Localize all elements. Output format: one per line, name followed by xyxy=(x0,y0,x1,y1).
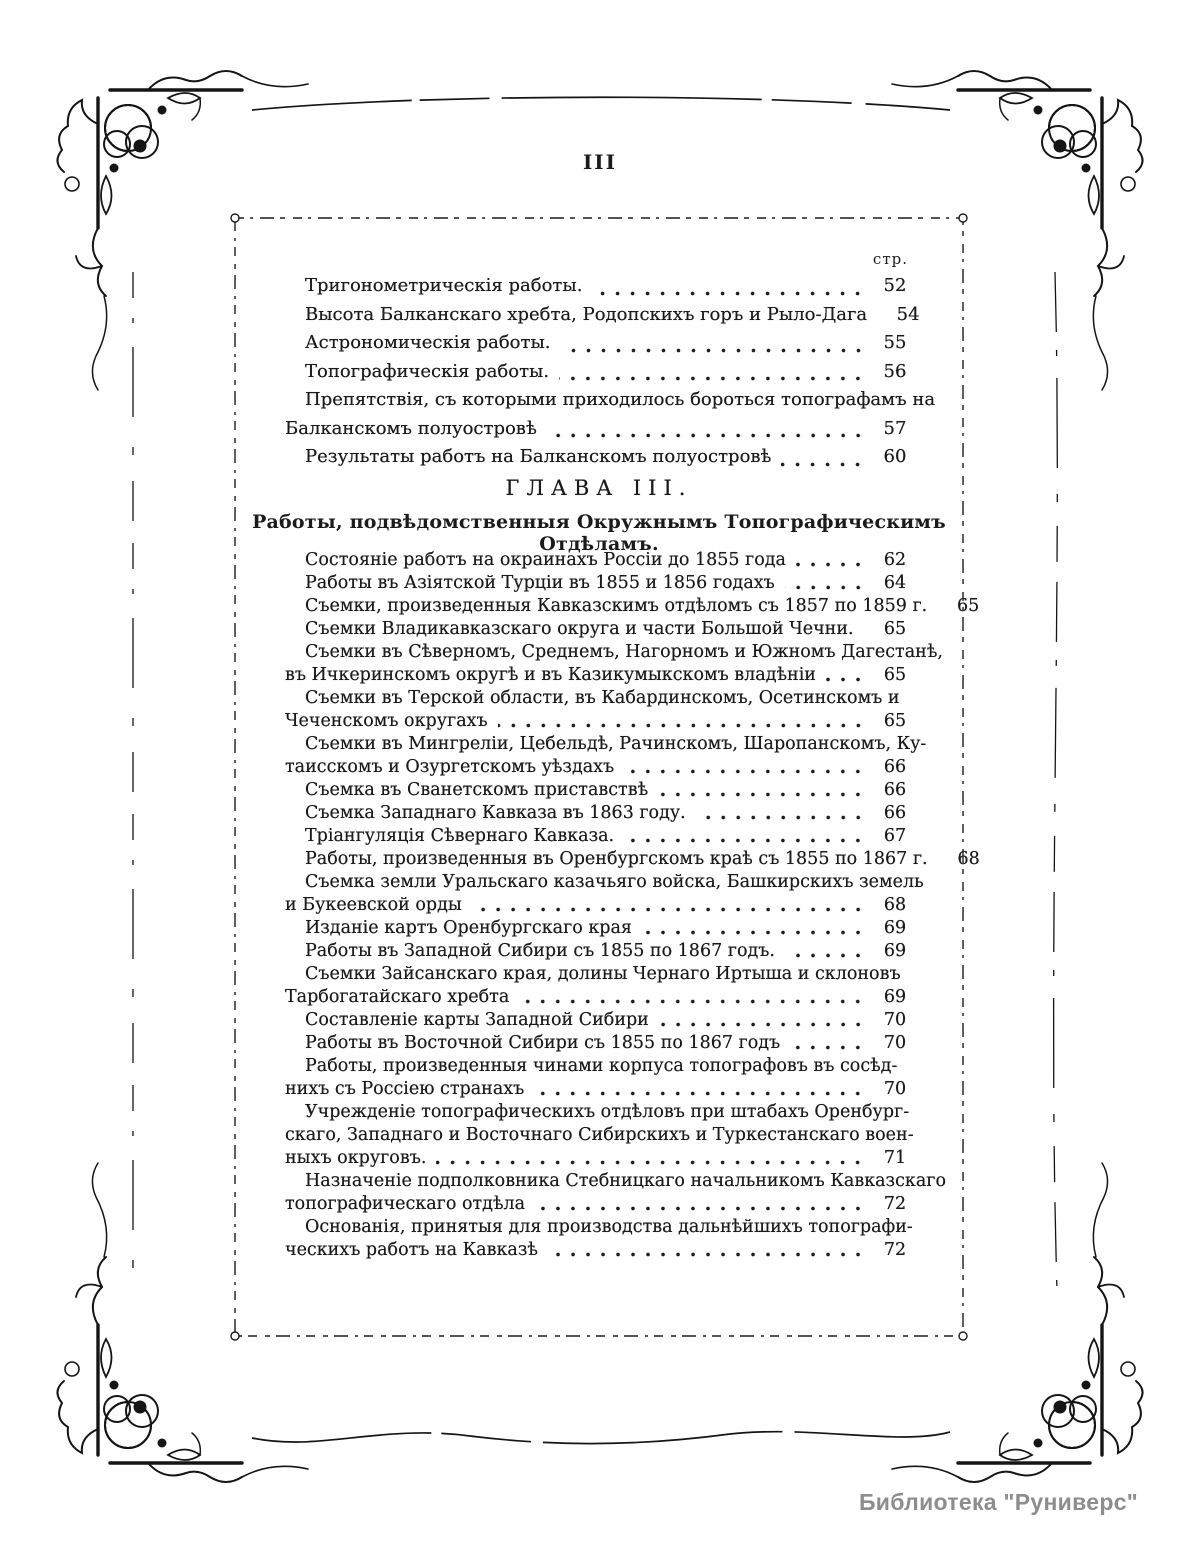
toc-entry-text: Съемка Западнаго Кавказа въ 1863 году. xyxy=(305,803,686,823)
toc-entry-text: Назначеніе подполковника Стебницкаго начальникомъ Кавказскаго xyxy=(305,1171,946,1191)
dot-leader xyxy=(877,318,883,325)
toc-entry-line xyxy=(285,301,920,330)
toc-entry-text: въ Ичкеринскомъ округѣ и въ Казикумыкскомъ владѣніи xyxy=(285,665,816,685)
toc-page-number: 70 xyxy=(883,1033,907,1053)
dot-leader xyxy=(592,290,870,297)
dot-leader xyxy=(642,929,870,936)
toc-page-number: 65 xyxy=(883,711,907,731)
dot-leader xyxy=(519,998,870,1005)
toc-entry xyxy=(285,595,980,618)
toc-entry-line xyxy=(285,940,916,963)
toc-entry-line xyxy=(285,386,936,415)
toc-entry-text: ческихъ работъ на Кавказѣ xyxy=(285,1240,538,1260)
toc-entry-line xyxy=(285,1101,916,1124)
toc-entry xyxy=(285,848,980,871)
toc-entry-text: Съемки въ Сѣверномъ, Среднемъ, Нагорномъ и Южномъ Дагестанѣ, xyxy=(305,642,943,662)
toc-entry-text: Результаты работъ на Балканскомъ полуостровѣ xyxy=(305,446,772,467)
toc-entry xyxy=(285,301,920,330)
dot-leader xyxy=(534,1090,870,1097)
toc-entry-line xyxy=(285,1170,946,1193)
dot-leader xyxy=(547,432,870,439)
dot-leader xyxy=(624,768,870,775)
toc-page-number: 69 xyxy=(883,941,907,961)
toc-page-number: 69 xyxy=(883,918,907,938)
toc-entry xyxy=(285,572,916,595)
toc-entry-text: Съемка въ Сванетскомъ приставствѣ xyxy=(305,780,649,800)
toc-entry-text: ныхъ округовъ. xyxy=(285,1148,427,1168)
toc-entry-line xyxy=(285,1124,916,1147)
toc-page-number: 60 xyxy=(883,446,907,467)
toc-page-number: 68 xyxy=(957,849,980,869)
toc-entry-line xyxy=(285,1009,916,1032)
toc-entry-line xyxy=(285,329,916,358)
toc-entry-text: Съемки Владикавказскаго округа и части Большой Чечни. xyxy=(305,619,854,639)
toc-entry-line xyxy=(285,664,916,687)
toc-entry-text: Балканскомъ полуостровѣ xyxy=(285,417,537,439)
dot-leader xyxy=(548,1251,870,1258)
toc-entry-line xyxy=(285,825,916,848)
toc-page-number: 65 xyxy=(957,596,980,616)
toc-entry-text: Топографическія работы. xyxy=(305,360,550,382)
toc-entry-text: Съемки въ Терской области, въ Кабардинскомъ, Осетинскомъ и xyxy=(305,688,900,708)
toc-entry xyxy=(285,1170,946,1216)
toc-entry xyxy=(285,1032,916,1055)
toc-page-number: 70 xyxy=(883,1010,907,1030)
dot-leader xyxy=(561,347,870,354)
toc-entry xyxy=(285,779,916,802)
toc-entry xyxy=(285,386,936,443)
chapter-subheading: Работы, подвѣдомственныя Окружнымъ Топографическимъ Отдѣламъ. xyxy=(252,511,946,555)
toc-entry xyxy=(285,272,916,301)
toc-entry xyxy=(285,687,916,733)
toc-page-number: 71 xyxy=(883,1148,907,1168)
dot-leader xyxy=(938,860,944,867)
dot-leader xyxy=(864,630,870,637)
dot-leader xyxy=(937,607,943,614)
toc-entry xyxy=(285,963,916,1009)
toc-page-number: 57 xyxy=(883,417,907,439)
toc-entry xyxy=(285,1101,916,1170)
toc-entry-text: Работы въ Западной Сибири съ 1855 по 1867 годъ. xyxy=(305,941,775,961)
toc-entry-text: Состояніе работъ на окраинахъ Россіи до 1855 года xyxy=(305,550,786,570)
toc-entry-text: нихъ съ Россіею странахъ xyxy=(285,1079,525,1099)
table-of-contents-frame xyxy=(235,218,980,1336)
toc-entry-line xyxy=(285,595,980,618)
toc-entry xyxy=(285,641,943,687)
toc-page-number: 66 xyxy=(883,780,907,800)
toc-entry xyxy=(285,549,916,572)
dot-leader xyxy=(436,1159,870,1166)
toc-entry xyxy=(285,329,916,358)
toc-entry-text: Работы, произведенныя въ Оренбургскомъ краѣ съ 1855 по 1867 г. xyxy=(305,849,928,869)
toc-page-number: 68 xyxy=(883,895,907,915)
dot-leader xyxy=(796,561,870,568)
toc-entry-text: Астрономическія работы. xyxy=(305,332,551,353)
toc-entry-line xyxy=(285,1147,916,1170)
toc-page-number: 65 xyxy=(883,665,907,685)
toc-entry-line xyxy=(285,443,916,472)
toc-entry xyxy=(285,733,927,779)
toc-entry xyxy=(285,825,916,848)
dot-leader xyxy=(559,375,870,382)
toc-entry xyxy=(285,1009,916,1032)
toc-entry-line xyxy=(285,641,943,664)
toc-entry-line xyxy=(285,917,916,940)
toc-entry-line xyxy=(285,572,916,595)
toc-entry-line xyxy=(285,272,916,301)
toc-entry-text: Съемка земли Уральскаго казачьяго войска, Башкирскихъ земель xyxy=(305,872,924,892)
toc-page-number: 64 xyxy=(883,573,907,593)
toc-entry-text: Съемки въ Мингреліи, Цебельдѣ, Рачинскомъ, Шаропанскомъ, Ку- xyxy=(305,734,927,754)
toc-page-number: 55 xyxy=(883,332,907,353)
toc-entry-text: Чеченскомъ округахъ xyxy=(285,711,488,731)
toc-page-number: 65 xyxy=(883,619,907,639)
toc-entry-line xyxy=(285,415,916,444)
dot-leader xyxy=(781,461,870,468)
toc-page-number: 72 xyxy=(883,1240,907,1260)
toc-entry-text: таисскомъ и Озургетскомъ уѣздахъ xyxy=(285,757,615,777)
toc-page-number: 70 xyxy=(883,1079,907,1099)
toc-page-number: 72 xyxy=(883,1194,907,1214)
toc-entry xyxy=(285,940,916,963)
toc-entry-line xyxy=(285,1055,916,1078)
toc-entry-text: Работы, произведенныя чинами корпуса топографовъ въ сосѣд- xyxy=(305,1056,898,1076)
page-folio-number: III xyxy=(582,150,618,174)
toc-entry-text: Съемки, произведенныя Кавказскимъ отдѣломъ съ 1857 по 1859 г. xyxy=(305,596,928,616)
toc-entry-line xyxy=(285,848,980,871)
dot-leader xyxy=(658,791,870,798)
toc-entry-line xyxy=(285,549,916,572)
toc-entry-line xyxy=(285,1078,916,1101)
toc-entry-text: Тріангуляція Сѣвернаго Кавказа. xyxy=(305,826,615,846)
toc-entry-text: Тригонометрическія работы. xyxy=(305,275,583,296)
toc-entry-line xyxy=(285,687,916,710)
toc-entry-line xyxy=(285,894,916,917)
toc-entry-line xyxy=(285,733,927,756)
toc-entry-line xyxy=(285,1216,916,1239)
toc-entry-text: Препятствія, съ которыми приходилось бороться топографамъ на xyxy=(305,389,936,410)
toc-page-number: 52 xyxy=(883,275,907,296)
toc-entry-text: и Букеевской орды xyxy=(285,895,462,915)
toc-page-number: 62 xyxy=(883,550,907,570)
toc-entry xyxy=(285,871,924,917)
toc-entry xyxy=(285,1216,916,1262)
toc-entry-line xyxy=(285,779,916,802)
toc-section-chapter xyxy=(285,549,980,1262)
dot-leader xyxy=(659,1021,870,1028)
toc-entry-text: Тарбогатайскаго хребта xyxy=(285,987,510,1007)
toc-entry-text: Составленіе карты Западной Сибири xyxy=(305,1010,649,1030)
toc-entry-line xyxy=(285,1193,916,1216)
toc-entry-text: скаго, Западнаго и Восточнаго Сибирскихъ и Туркестанскаго воен- xyxy=(285,1125,914,1145)
toc-page-number: 69 xyxy=(883,987,907,1007)
toc-entry-line xyxy=(285,871,924,894)
toc-entry-text: Основанія, принятыя для производства дальнѣйшихъ топографи- xyxy=(305,1217,913,1237)
toc-section-top xyxy=(285,246,936,472)
toc-page-number: 56 xyxy=(883,360,907,382)
toc-page-number: 66 xyxy=(883,803,907,823)
toc-list-chapter xyxy=(285,549,980,1262)
dot-leader xyxy=(826,676,870,683)
toc-entry-text: Съемки Зайсанскаго края, долины Чернаго Иртыша и склоновъ xyxy=(305,964,901,984)
dot-leader xyxy=(498,722,870,729)
toc-entry xyxy=(285,358,916,387)
library-watermark: Библиотека "Руниверс" xyxy=(858,1489,1138,1515)
toc-entry-text: Работы въ Восточной Сибири съ 1855 по 1867 годъ xyxy=(305,1033,781,1053)
chapter-heading: ГЛАВА III. xyxy=(505,476,693,500)
toc-entry-line xyxy=(285,1032,916,1055)
dot-leader xyxy=(785,952,870,959)
toc-page-number: 54 xyxy=(896,303,920,325)
dot-leader xyxy=(696,814,870,821)
toc-list-top xyxy=(285,272,936,472)
toc-entry-text: Высота Балканскаго хребта, Родопскихъ горъ и Рыло-Дага xyxy=(305,303,868,325)
page-column-header: стр. xyxy=(872,250,908,268)
toc-entry-line xyxy=(285,1239,916,1262)
dot-leader xyxy=(535,1205,870,1212)
dot-leader xyxy=(785,584,870,591)
dot-leader xyxy=(624,837,870,844)
dot-leader xyxy=(472,906,870,913)
toc-entry-line xyxy=(285,986,916,1009)
toc-page-number: 67 xyxy=(883,826,907,846)
toc-entry-line xyxy=(285,710,916,733)
toc-entry-line xyxy=(285,802,916,825)
toc-entry-text: Изданіе картъ Оренбургскаго края xyxy=(305,918,632,938)
toc-entry xyxy=(285,917,916,940)
toc-entry-text: Учрежденіе топографическихъ отдѣловъ при штабахъ Оренбург- xyxy=(305,1102,910,1122)
toc-entry xyxy=(285,1055,916,1101)
toc-entry-text: Работы въ Азіятской Турціи въ 1855 и 1856 годахъ xyxy=(305,573,775,593)
toc-entry-line xyxy=(285,618,916,641)
toc-entry xyxy=(285,802,916,825)
toc-entry xyxy=(285,618,916,641)
toc-entry-line xyxy=(285,963,916,986)
toc-entry-line xyxy=(285,756,916,779)
toc-entry xyxy=(285,443,916,472)
toc-entry-text: топографическаго отдѣла xyxy=(285,1194,526,1214)
toc-entry-line xyxy=(285,358,916,387)
toc-page-number: 66 xyxy=(883,757,907,777)
dot-leader xyxy=(790,1044,870,1051)
